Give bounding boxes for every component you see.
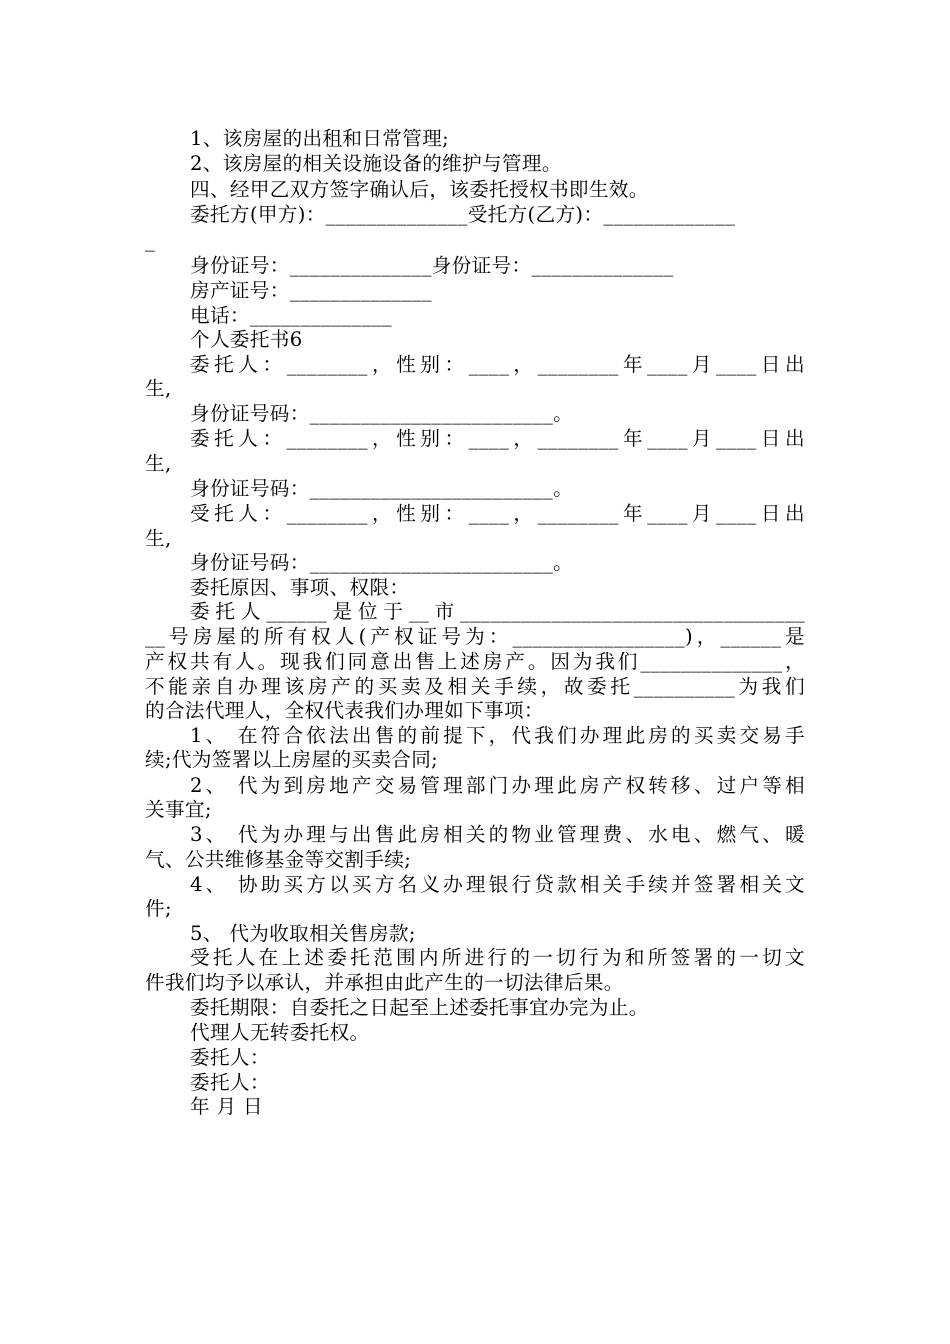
text-line: 受托人在上述委托范围内所进行的一切行为和所签署的一切文	[190, 946, 805, 969]
text-line: 生,	[145, 452, 172, 475]
text-line: 身份证号码：________________________。	[190, 551, 574, 574]
section-title: 个人委托书6	[190, 328, 303, 351]
signature-label: 委托人：	[190, 1046, 270, 1069]
text-line: 电话：______________	[190, 304, 392, 327]
signature-label: 委托人：	[190, 1071, 270, 1094]
text-line: 委托期限：自委托之日起至上述委托事宜办完为止。	[190, 996, 649, 1019]
text-line: __号房屋的所有权人(产权证号为：_________________)，______是	[145, 625, 805, 648]
text-line: 1、该房屋的出租和日常管理;	[190, 127, 450, 150]
text-line: 身份证号码：________________________。	[190, 477, 574, 500]
text-line: 委托人：________，性别：____，________年____月____日出	[190, 353, 805, 376]
text-line: 产权共有人。现我们同意出售上述房产。因为我们______________，	[145, 650, 805, 673]
text-line: 1、 在符合依法出售的前提下，代我们办理此房的买卖交易手	[190, 724, 805, 747]
date-line: 年 月 日	[190, 1095, 263, 1118]
text-line: 生,	[145, 527, 172, 550]
text-line: 4、 协助买方以买方名义办理银行贷款相关手续并签署相关文	[190, 873, 805, 896]
text-line: _	[145, 229, 156, 252]
text-line: 委托原因、事项、权限：	[190, 576, 410, 599]
text-line: 关事宜;	[145, 798, 212, 821]
text-line: 件;	[145, 897, 172, 920]
text-line: 件我们均予以承认，并承担由此产生的一切法律后果。	[145, 971, 624, 994]
text-line: 5、 代为收取相关售房款;	[190, 922, 416, 945]
text-line: 委托人______是位于__市__________________________________	[190, 600, 805, 623]
text-line: 委托方(甲方)：______________受托方(乙方)：_____________	[190, 203, 736, 226]
text-line: 房产证号：______________	[190, 279, 432, 302]
text-line: 的合法代理人，全权代表我们办理如下事项：	[145, 699, 544, 722]
text-line: 受托人：________，性别：____，________年____月____日出	[190, 502, 805, 525]
text-line: 四、经甲乙双方签字确认后，该委托授权书即生效。	[190, 178, 649, 201]
text-line: 委托人：________，性别：____，________年____月____日出	[190, 427, 805, 450]
text-line: 2、 代为到房地产交易管理部门办理此房产权转移、过户等相	[190, 774, 805, 797]
text-line: 2、该房屋的相关设施设备的维护与管理。	[190, 152, 562, 175]
text-line: 不能亲自办理该房产的买卖及相关手续，故委托__________为我们	[145, 675, 805, 698]
text-line: 续;代为签署以上房屋的买卖合同;	[145, 748, 439, 771]
text-line: 气、公共维修基金等交割手续;	[145, 848, 412, 871]
text-line: 生,	[145, 377, 172, 400]
text-line: 身份证号码：________________________。	[190, 402, 574, 425]
text-line: 代理人无转委托权。	[190, 1021, 370, 1044]
text-line: 身份证号：______________身份证号：______________	[190, 254, 674, 277]
text-line: 3、 代为办理与出售此房相关的物业管理费、水电、燃气、暖	[190, 823, 805, 846]
